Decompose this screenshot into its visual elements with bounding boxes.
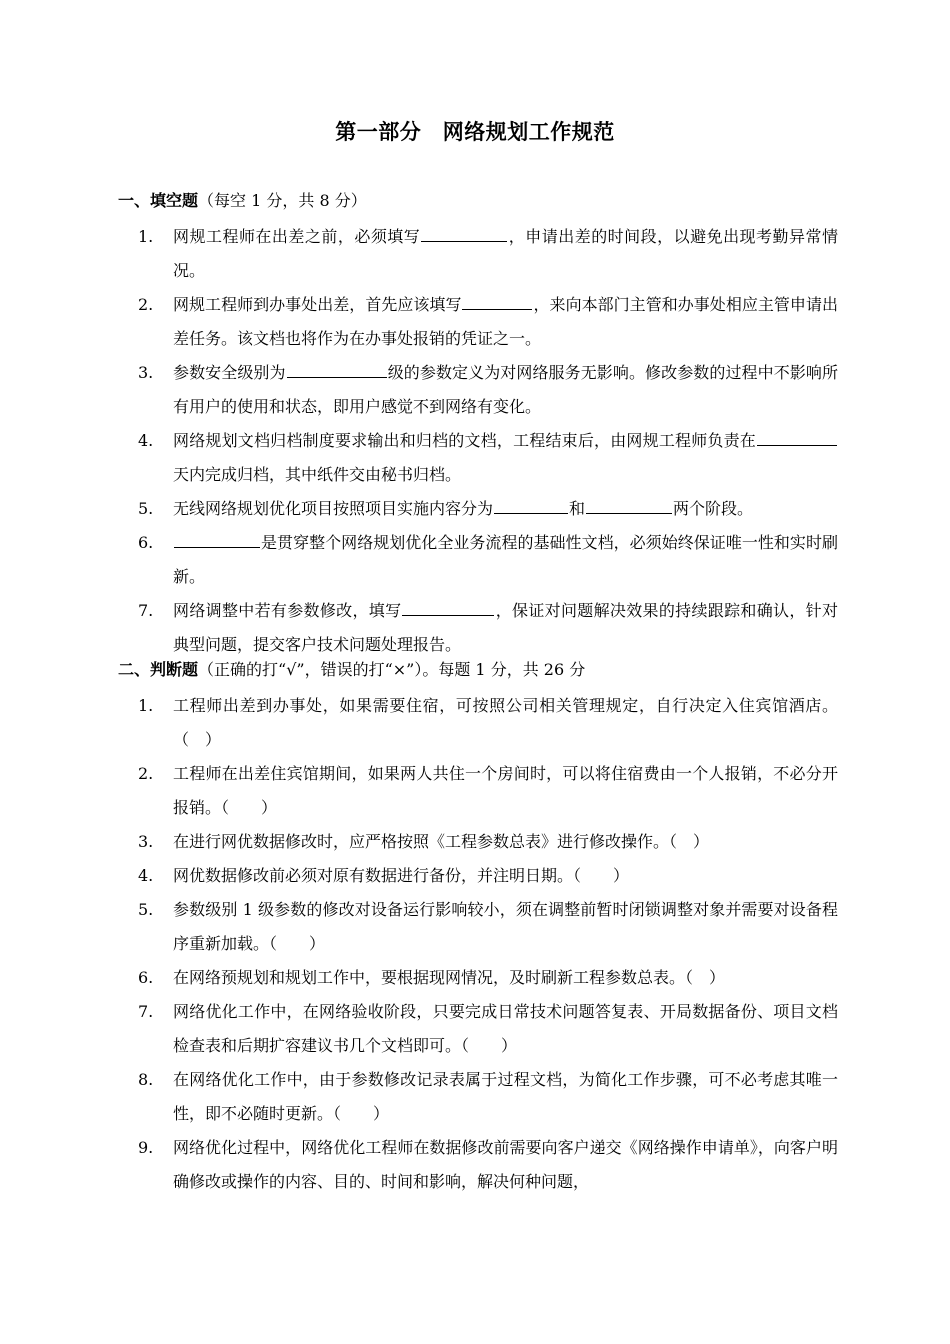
question-number: 3.: [138, 363, 154, 382]
question-text: 网络调整中若有参数修改，填写: [173, 601, 402, 620]
answer-blank[interactable]: [757, 427, 837, 446]
question-item: [118, 893, 838, 961]
question-text: 无线网络规划优化项目按照项目实施内容分为: [173, 499, 494, 518]
question-number: 1.: [138, 696, 154, 715]
question-text: 天内完成归档，其中纸件交由秘书归档。: [173, 465, 462, 484]
question-number: 5.: [138, 499, 154, 518]
question-text: ，保证对问题解决效果的持续跟踪和确认，针对典型问题，提交客户技术问题处理报告。: [173, 601, 838, 654]
question-text: 在网络优化工作中，由于参数修改记录表属于过程文档，为简化工作步骤，可不必考虑其唯一性，即不必随时更新。（ ）: [173, 1070, 838, 1123]
question-item: [118, 825, 838, 859]
question-item: [118, 526, 838, 594]
question-text: 工程师出差到办事处，如果需要住宿，可按照公司相关管理规定，自行决定入住宾馆酒店。（ ）: [173, 696, 838, 749]
section-heading: [118, 189, 838, 213]
question-text: 网络优化过程中，网络优化工程师在数据修改前需要向客户递交《网络操作申请单》，向客户明确修改或操作的内容、目的、时间和影响，解决何种问题，: [173, 1138, 838, 1191]
question-number: 7.: [138, 1002, 154, 1021]
answer-blank[interactable]: [287, 359, 387, 378]
section-heading-label: 二、判断题: [118, 660, 199, 679]
question-item: [118, 492, 838, 526]
question-number: 4.: [138, 431, 154, 450]
question-item: [118, 220, 838, 288]
answer-blank[interactable]: [494, 495, 568, 514]
question-item: [118, 594, 838, 662]
question-item: [118, 689, 838, 757]
question-number: 4.: [138, 866, 154, 885]
question-text: 和: [569, 499, 586, 518]
question-text: 级的参数定义为对网络服务无影响。修改参数的过程中不影响所有用户的使用和状态，即用户感觉不到网络有变化。: [173, 363, 838, 416]
question-text: 网络规划文档归档制度要求输出和归档的文档，工程结束后，由网规工程师负责在: [173, 431, 756, 450]
question-item: [118, 1063, 838, 1131]
question-item: [118, 1131, 838, 1199]
question-number: 2.: [138, 764, 154, 783]
question-number: 8.: [138, 1070, 154, 1089]
question-text: ，申请出差的时间段，以避免出现考勤异常情况。: [173, 227, 838, 280]
question-item: [118, 757, 838, 825]
question-text: 在进行网优数据修改时，应严格按照《工程参数总表》进行修改操作。（ ）: [173, 832, 710, 851]
question-number: 3.: [138, 832, 154, 851]
question-item: [118, 961, 838, 995]
question-number: 6.: [138, 968, 154, 987]
answer-blank[interactable]: [462, 291, 532, 310]
question-number: 2.: [138, 295, 154, 314]
question-text: 网规工程师到办事处出差，首先应该填写: [173, 295, 462, 314]
page-title: 第一部分 网络规划工作规范: [335, 119, 615, 144]
section-heading-note: （每空 1 分，共 8 分）: [198, 191, 367, 210]
question-item: [118, 288, 838, 356]
question-number: 6.: [138, 533, 154, 552]
question-item: [118, 859, 838, 893]
answer-blank[interactable]: [174, 529, 260, 548]
question-number: 5.: [138, 900, 154, 919]
question-item: [118, 995, 838, 1063]
question-text: 参数安全级别为: [173, 363, 286, 382]
question-text: 网优数据修改前必须对原有数据进行备份，并注明日期。（ ）: [173, 866, 630, 885]
answer-blank[interactable]: [421, 223, 507, 242]
true-false-section: [118, 658, 838, 1199]
answer-blank[interactable]: [402, 597, 494, 616]
question-text: 网络优化工作中，在网络验收阶段，只要完成日常技术问题答复表、开局数据备份、项目文档检查表和后期扩容建议书几个文档即可。（ ）: [173, 1002, 838, 1055]
question-text: 是贯穿整个网络规划优化全业务流程的基础性文档，必须始终保证唯一性和实时刷新。: [173, 533, 838, 586]
answer-blank[interactable]: [586, 495, 672, 514]
section-heading-label: 一、填空题: [118, 191, 199, 210]
question-number: 7.: [138, 601, 154, 620]
question-text: 网规工程师在出差之前，必须填写: [173, 227, 421, 246]
question-number: 9.: [138, 1138, 154, 1157]
question-text: 两个阶段。: [673, 499, 754, 518]
section-heading: [118, 658, 838, 682]
question-text: 工程师在出差住宾馆期间，如果两人共住一个房间时，可以将住宿费由一个人报销，不必分开报销。（ ）: [173, 764, 838, 817]
question-item: [118, 424, 838, 492]
section-heading-note: （正确的打“√”，错误的打“×”）。每题 1 分，共 26 分: [198, 660, 586, 679]
question-number: 1.: [138, 227, 154, 246]
question-text: ，来向本部门主管和办事处相应主管申请出差任务。该文档也将作为在办事处报销的凭证之一。: [173, 295, 838, 348]
question-text: 参数级别 1 级参数的修改对设备运行影响较小，须在调整前暂时闭锁调整对象并需要对设备程序重新加载。（ ）: [173, 900, 838, 953]
question-text: 在网络预规划和规划工作中，要根据现网情况，及时刷新工程参数总表。（ ）: [173, 968, 726, 987]
fill-in-blank-section: [118, 189, 838, 662]
question-item: [118, 356, 838, 424]
